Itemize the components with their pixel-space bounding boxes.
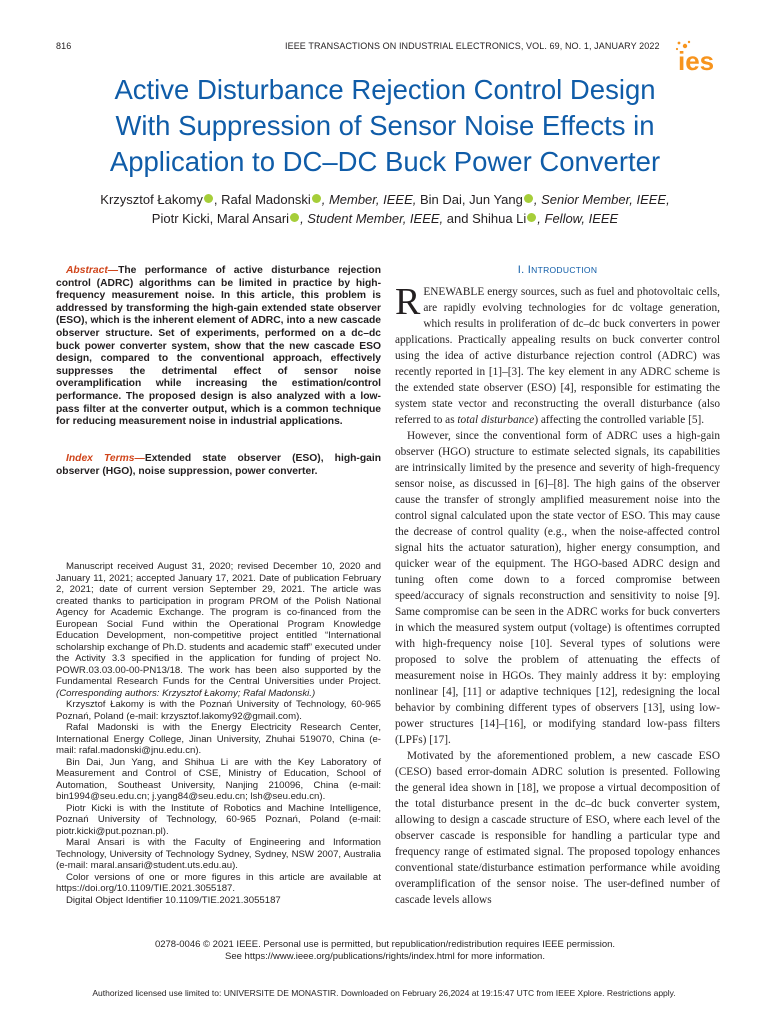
- author-3-role: , Senior Member, IEEE,: [533, 192, 670, 207]
- author-5-role: , Student Member, IEEE,: [300, 211, 444, 226]
- ies-logo-icon: [675, 40, 735, 76]
- title-line-1: Active Disturbance Rejection Control Design: [114, 74, 656, 105]
- index-terms-text: Extended state observer (ESO), high-gain observer (HGO), noise suppression, power converter.: [56, 453, 381, 477]
- author-list: [60, 190, 710, 228]
- body-text: [395, 281, 720, 908]
- note-affiliation: Bin Dai, Jun Yang, and Shihua Li are with the Key Laboratory of Measurement and Control of CSE, Ministry of Education, School of Automation, Southeast University, Nanjing 210096, China (e-mail: bin1994@seu.edu.cn; j.yang84@seu.edu.cn; lsh@seu.edu.cn).: [56, 756, 381, 802]
- orcid-icon[interactable]: [290, 213, 299, 222]
- section-heading: I. INTRODUCTION: [517, 264, 598, 276]
- authorized-use-notice: Authorized licensed use limited to: UNIVERSITE DE MONASTIR. Downloaded on February 26,2024 at 19:15:47 UTC from IEEE Xplore. Restrictions apply.: [92, 988, 676, 998]
- author-3: Bin Dai, Jun Yang: [416, 192, 523, 207]
- author-5: , Maral Ansari: [209, 211, 290, 226]
- copyright-notice: 0278-0046 © 2021 IEEE. Personal use is permitted, but republication/redistribution requires IEEE permission. See https://www.ieee.org/publications/rights/index.html for more information.: [154, 939, 616, 962]
- note-affiliation: Krzysztof Łakomy is with the Poznań University of Technology, 60-965 Poznań, Poland (e-mail: krzysztof.lakomy92@gmail.com).: [56, 699, 381, 722]
- title-line-2: With Suppression of Sensor Noise Effects in: [115, 110, 655, 141]
- paragraph: Motivated by the aforementioned problem, a new cascade ESO (CESO) based error-domain ADRC solution is presented. Following the general idea shown in [18], we propose a virtual decomposition of the total disturbance present in the dc–dc buck converter system, allowing to design a cascade structure of ESO, where each level of the observer cascade is responsible for handling a particular type and frequency range of estimated signal. The proposed topology enhances conventional state/disturbance estimation performance while avoiding overamplification of the sensor noise. The user-defined number of cascade levels allows: [395, 750, 720, 906]
- author-2: , Rafal Madonski: [213, 192, 311, 207]
- note-affiliation: Piotr Kicki is with the Institute of Robotics and Machine Intelligence, Poznań University of Technology, 60-965 Poznań, Poland (e-mail: piotr.kicki@put.poznan.pl).: [56, 802, 381, 837]
- paper-title: [40, 72, 730, 180]
- paragraph: RENEWABLE energy sources, such as fuel and photovoltaic cells, are rapidly evolving technologies for dc voltage generation, which results in proliferation of dc–dc buck converters in power applications. Practically appealing results on buck converter control using the idea of active disturbance rejection control (ADRC) was recently reported in [1]–[3]. The key element in any ADRC scheme is the extended state observer (ESO) [4], responsible for estimating the system state vector and reconstructing the overall disturbance (also referred to as total disturbance) affecting the controlled variable [5].: [395, 281, 720, 426]
- author-1: Krzysztof Łakomy: [100, 192, 203, 207]
- logo-text: ies: [678, 46, 715, 76]
- note-affiliation: Maral Ansari is with the Faculty of Engineering and Information Technology, University of Technology Sydney, Sydney, NSW 2007, Australia (e-mail: maral.ansari@student.uts.edu.au).: [56, 837, 381, 871]
- index-terms-label: Index Terms—: [66, 453, 145, 464]
- author-notes: [56, 561, 381, 906]
- author-4: Piotr Kicki: [151, 211, 210, 226]
- page-number: 816: [56, 41, 72, 51]
- note-doi: Digital Object Identifier 10.1109/TIE.2021.3055187: [66, 894, 281, 906]
- author-2-role: , Member, IEEE,: [321, 192, 417, 207]
- author-6-role: , Fellow, IEEE: [537, 211, 619, 226]
- author-6: and Shihua Li: [443, 211, 527, 226]
- note-manuscript: Manuscript received August 31, 2020; revised December 10, 2020 and January 11, 2021; accepted January 17, 2021. Date of publication February 2, 2021; date of current version September 29, 2021. The article was created thanks to participation in program PROM of the Polish National Agency for Academic Exchange. The program is co-financed from the European Social Fund within the Operational Program Knowledge Education Development, non-competitive project entitled “International scholarship exchange of Ph.D. students and academic staff” executed under the Activity 3.3 specified in the application for funding of project No. POWR.03.03.00-00-PN13/18. The work has been also supported by the Fundamental Research Funds for the Central Universities under Project. (Corresponding authors: Krzysztof Łakomy; Rafal Madonski.): [56, 561, 381, 699]
- paragraph: However, since the conventional form of ADRC uses a high-gain observer (HGO) structure to estimate selected signals, its capabilities are intrinsically limited by the presence and severity of high-frequency sensor noise, as discussed in [6]–[8]. The high gains of the observer cause the transfer of strongly amplified measurement noise into the control signal calculated upon the state vector of ESO. This may cause the decrease of control quality (e.g., when the noise-affected control signal hits the actuator saturation), higher energy consumption, and quicker wear of the equipment. The HGO-based ADRC design and tuning often come down to a forced compromise between speed/accuracy of signals reconstruction and sensitivity to noise [9]. Same compromise can be seen in the ADRC works for buck converters in which the measured system output (voltage) is oftentimes corrupted with high-frequency noise [10]. Several types of solutions were proposed to solve the problem of attenuating the effects of measurement noise in HGOs. They mainly address it by: employing nonlinear [4], [11] or adaptive techniques [12], redesigning the local behavior by combining different types of observers [13], using low-power structures [14]–[16], or modifying standard low-pass filters (LPFs) [17].: [395, 430, 720, 746]
- orcid-icon[interactable]: [204, 194, 213, 203]
- title-line-3: Application to DC–DC Buck Power Converter: [109, 146, 661, 177]
- drop-cap: R: [395, 281, 421, 323]
- orcid-icon[interactable]: [527, 213, 536, 222]
- abstract: [56, 265, 381, 429]
- journal-header: IEEE TRANSACTIONS ON INDUSTRIAL ELECTRONICS, VOL. 69, NO. 1, JANUARY 2022: [285, 41, 660, 51]
- orcid-icon[interactable]: [312, 194, 321, 203]
- note-affiliation: Rafal Madonski is with the Energy Electricity Research Center, International Energy College, Jinan University, Zhuhai 519070, China (e-mail: rafal.madonski@jnu.edu.cn).: [56, 722, 381, 756]
- orcid-icon[interactable]: [524, 194, 533, 203]
- abstract-label: Abstract—: [66, 265, 119, 276]
- note-color-versions: Color versions of one or more figures in this article are available at https://doi.org/10.1109/TIE.2021.3055187.: [56, 871, 381, 894]
- abstract-text: The performance of active disturbance rejection control (ADRC) algorithms can be limited in practice by high-frequency measurement noise. In this article, this problem is addressed by transforming the high-gain extended state observer (ESO), which is the inherent element of ADRC, into a new cascade observer structure. Set of experiments, performed on a dc–dc buck power converter system, show that the new cascade ESO design, compared to the conventional approach, effectively suppresses the detrimental effect of sensor noise overamplification while increasing the estimation/control performance. The proposed design is also analyzed with a low-pass filter at the converter output, which is a common technique for reducing measurement noise in industrial applications.: [56, 265, 381, 428]
- index-terms: [56, 453, 381, 478]
